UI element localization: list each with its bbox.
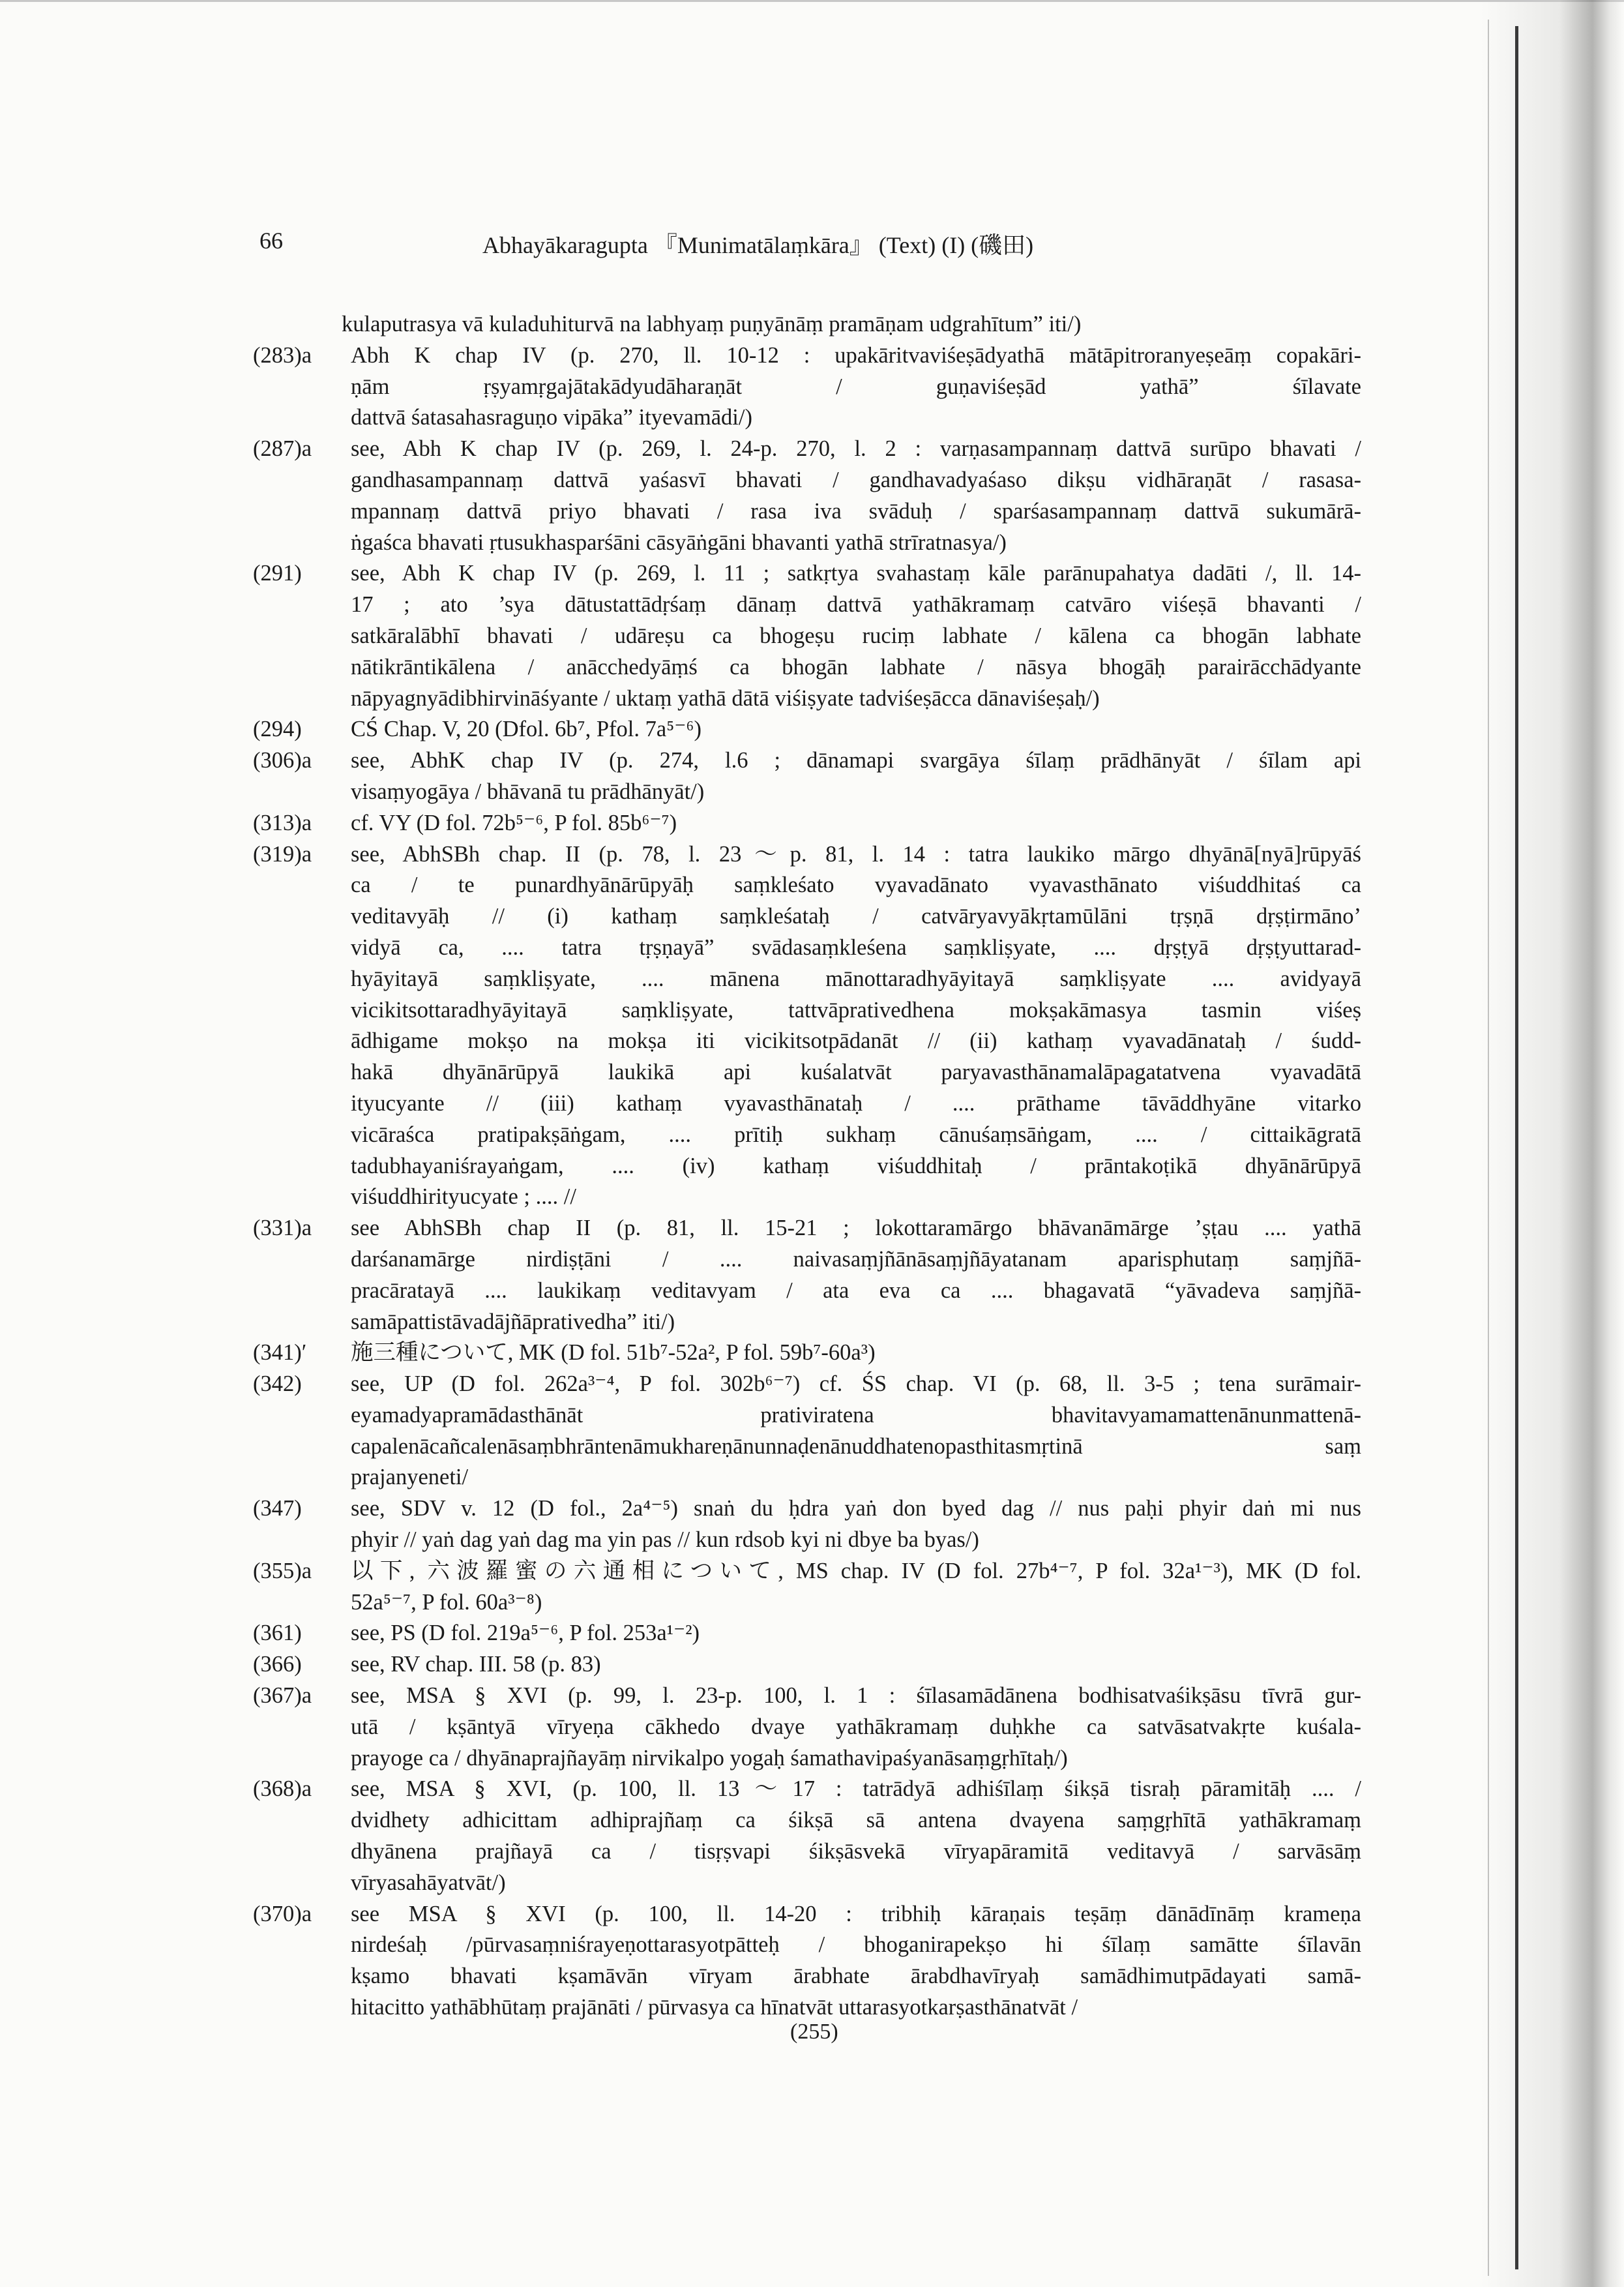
endnote bbox=[253, 714, 1361, 745]
endnote-line: vīryasahāyatvāt/) bbox=[351, 1870, 506, 1895]
endnote bbox=[253, 1338, 1361, 1369]
endnote-line: vicikitsottaradhyāyitayā saṃkliṣyate, tattvāprativedhena mokṣakāmasya tasmin viśeṣ bbox=[351, 997, 1361, 1023]
endnote-line: visaṃyogāya / bhāvanā tu prādhānyāt/) bbox=[351, 779, 705, 804]
endnote-ref: (306)a bbox=[253, 748, 312, 773]
endnote-line: eyamadyapramādasthānāt prativiratena bhavitavyamamattenānunmattenā- bbox=[351, 1402, 1361, 1428]
endnote-ref: (341)′ bbox=[253, 1340, 307, 1366]
endnote-line: prajanyeneti/ bbox=[351, 1465, 469, 1490]
endnote-line: CŚ Chap. V, 20 (Dfol. 6b⁷, Pfol. 7a⁵⁻⁶) bbox=[351, 717, 701, 742]
endnote-ref: (287)a bbox=[253, 436, 312, 462]
endnote-line: see AbhSBh chap II (p. 81, ll. 15-21 ; lokottaramārgo bhāvanāmārge ’ṣṭau .... yathā bbox=[351, 1216, 1361, 1241]
endnote-ref: (313)a bbox=[253, 810, 312, 835]
endnote-ref: (331)a bbox=[253, 1216, 312, 1241]
endnote-line: 以下, 六波羅蜜の六通相について, MS chap. IV (D fol. 27b⁴⁻⁷, P fol. 32a¹⁻³), MK (D fol. bbox=[351, 1558, 1361, 1583]
endnote bbox=[253, 558, 1361, 714]
endnote-line: vidyā ca, .... tatra tṛṣṇayā” svādasaṃkleśena saṃkliṣyate, .... dṛṣṭyā dṛṣṭyuttarad- bbox=[351, 934, 1361, 960]
endnote bbox=[253, 839, 1361, 1214]
endnote-line: capalenācañcalenāsaṃbhrāntenāmukhareṇānunnaḍenānuddhatenopasthitasmṛtinā saṃ bbox=[351, 1433, 1361, 1459]
endnote-line: see, Abh K chap IV (p. 269, l. 24-p. 270, l. 2 : varṇasampannaṃ dattvā surūpo bhavati / bbox=[351, 436, 1361, 462]
endnote-line: pracāratayā .... laukikaṃ veditavyam / ata eva ca .... bhagavatā “yāvadeva saṃjñā- bbox=[351, 1278, 1361, 1303]
endnote-line: hitacitto yathābhūtaṃ prajānāti / pūrvasya ca hīnatvāt uttarasyotkarṣasthānatvāt / bbox=[351, 1995, 1078, 2020]
endnote-line: ityucyante // (iii) kathaṃ vyavasthānataḥ / .... prāthame tāvāddhyāne vitarko bbox=[351, 1090, 1361, 1116]
endnote-line: see, RV chap. III. 58 (p. 83) bbox=[351, 1652, 601, 1677]
endnote-line: nirdeśaḥ /pūrvasaṃniśrayeṇottarasyotpātteḥ / bhoganirapekṣo hi śīlaṃ samātte śīlavān bbox=[351, 1932, 1361, 1958]
endnote-line: ca / te punardhyānārūpyāḥ saṃkleśato vyavadānato vyavasthānato viśuddhitaś ca bbox=[351, 873, 1361, 898]
endnote-line: ādhigame mokṣo na mokṣa iti vicikitsotpādanāt // (ii) kathaṃ vyavadānataḥ / śudd- bbox=[351, 1028, 1361, 1054]
endnote bbox=[253, 1369, 1361, 1493]
endnote-line: nātikrāntikālena / anācchedyāṃś ca bhogān labhate / nāsya bhogāḥ parairācchādyante bbox=[351, 654, 1361, 680]
endnote bbox=[253, 1774, 1361, 1898]
endnote bbox=[253, 1649, 1361, 1681]
endnote-line: darśanamārge nirdiṣṭāni / .... naivasaṃjñānāsaṃjñāyatanam aparisphutaṃ saṃjñā- bbox=[351, 1246, 1361, 1272]
top-edge-rule bbox=[0, 0, 1624, 2]
endnote-line: Abh K chap IV (p. 270, ll. 10-12 : upakāritvaviśeṣādyathā mātāpitroranyeṣeāṃ copakāri- bbox=[351, 342, 1361, 368]
endnotes-list bbox=[253, 309, 1361, 2024]
endnote-line: prayoge ca / dhyānaprajñayāṃ nirvikalpo yogaḥ śamathavipaśyanāsaṃgṛhītaḥ/) bbox=[351, 1745, 1068, 1771]
binding-fold-line bbox=[1488, 20, 1489, 2276]
endnote bbox=[253, 1618, 1361, 1649]
endnote-line: see, UP (D fol. 262a³⁻⁴, P fol. 302b⁶⁻⁷) cf. ŚS chap. VI (p. 68, ll. 3-5 ; tena surāmair- bbox=[351, 1371, 1361, 1397]
endnote bbox=[253, 434, 1361, 558]
endnote-line: 施三種について, MK (D fol. 51b⁷-52a², P fol. 59b⁷-60a³) bbox=[351, 1340, 876, 1366]
endnote-line: samāpattistāvadājñāprativedha” iti/) bbox=[351, 1309, 675, 1334]
endnote bbox=[253, 1556, 1361, 1619]
page-footer-label: (255) bbox=[790, 2020, 838, 2044]
endnote bbox=[253, 309, 1361, 340]
binding-edge-line bbox=[1515, 26, 1518, 2269]
endnote-line: see, AbhSBh chap. II (p. 78, l. 23～p. 81, l. 14 : tatra laukiko mārgo dhyānā[nyā]rūpyāś bbox=[351, 841, 1361, 867]
endnote-line: dvidhety adhicittam adhiprajñaṃ ca śikṣā sā antena dvayena saṃgṛhītā yathākramaṃ bbox=[351, 1808, 1361, 1833]
endnote-line: 52a⁵⁻⁷, P fol. 60a³⁻⁸) bbox=[351, 1589, 542, 1615]
endnote-line: vicāraśca pratipakṣāṅgam, .... prītiḥ sukhaṃ cānuśaṃsāṅgam, .... / cittaikāgratā bbox=[351, 1122, 1361, 1147]
page-header bbox=[0, 227, 1624, 266]
endnote-line: kulaputrasya vā kuladuhiturvā na labhyaṃ puṇyānāṃ pramāṇam udgrahītum” iti/) bbox=[342, 312, 1082, 336]
endnote bbox=[253, 1213, 1361, 1338]
endnote-line: veditavyāḥ // (i) kathaṃ saṃkleśataḥ / catvāryavyākṛtamūlāni tṛṣṇā dṛṣṭirmāno’ bbox=[351, 904, 1361, 929]
endnote-line: see, MSA § XVI (p. 99, l. 23-p. 100, l. 1 : śīlasamādānena bodhisatvaśikṣāsu tīvrā gur- bbox=[351, 1683, 1361, 1709]
endnote-line: dhyānena prajñayā ca / tisṛṣvapi śikṣāsvekā vīryapāramitā veditavyā / sarvāsāṃ bbox=[351, 1839, 1361, 1864]
endnote-line: phyir // yaṅ dag yaṅ dag ma yin pas // kun rdsob kyi ni dbye ba byas/) bbox=[351, 1527, 979, 1553]
endnote-ref: (361) bbox=[253, 1621, 302, 1646]
endnote-line: see, SDV v. 12 (D fol., 2a⁴⁻⁵) snaṅ du ḥdra yaṅ don byed dag // nus paḥi phyir daṅ mi nus bbox=[351, 1496, 1361, 1521]
endnote-ref: (294) bbox=[253, 717, 302, 742]
endnote-line: see, AbhK chap IV (p. 274, l.6 ; dānamapi svargāya śīlaṃ prādhānyāt / śīlam api bbox=[351, 748, 1361, 773]
endnote-ref: (367)a bbox=[253, 1683, 312, 1709]
endnote-ref: (291) bbox=[253, 561, 302, 586]
endnote-line: ṇām ṛṣyamṛgajātakādyudāharaṇāt / guṇaviśeṣād yathā” śīlavate bbox=[351, 374, 1361, 399]
endnote-line: viśuddhirityucyate ; .... // bbox=[351, 1184, 576, 1210]
endnote-line: cf. VY (D fol. 72b⁵⁻⁶, P fol. 85b⁶⁻⁷) bbox=[351, 810, 677, 835]
endnote-ref: (370)a bbox=[253, 1901, 312, 1926]
endnote-line: see, PS (D fol. 219a⁵⁻⁶, P fol. 253a¹⁻²) bbox=[351, 1621, 700, 1646]
endnote-line: kṣamo bhavati kṣamāvān vīryam ārabhate ārabdhavīryaḥ samādhimutpādayati samā- bbox=[351, 1964, 1361, 1989]
endnote-ref: (283)a bbox=[253, 342, 312, 368]
binding-shadow bbox=[1481, 0, 1624, 2287]
endnote-line: see, Abh K chap IV (p. 269, l. 11 ; satkṛtya svahastaṃ kāle parānupahatya dadāti /, ll. 14- bbox=[351, 561, 1361, 586]
endnote-ref: (319)a bbox=[253, 841, 312, 867]
endnote-line: ṅgaśca bhavati ṛtusukhasparśāni cāsyāṅgāni bhavanti yathā strīratnasya/) bbox=[351, 530, 1007, 555]
endnote bbox=[253, 1681, 1361, 1774]
endnote-ref: (366) bbox=[253, 1652, 302, 1677]
endnote bbox=[253, 1493, 1361, 1556]
running-title: Abhayākaragupta 『Munimatālaṃkāra』 (Text) (I) (磯田) bbox=[482, 232, 1034, 258]
endnote-ref: (355)a bbox=[253, 1558, 312, 1583]
endnote-line: hakā dhyānārūpyā laukikā api kuśalatvāt paryavasthānamalāpagatatvena vyavadātā bbox=[351, 1060, 1361, 1085]
endnote bbox=[253, 1899, 1361, 2024]
endnote-line: satkāralābhī bhavati / udāreṣu ca bhogeṣu ruciṃ labhate / kālena ca bhogān labhate bbox=[351, 623, 1361, 648]
endnote-ref: (342) bbox=[253, 1371, 302, 1397]
page-number: 66 bbox=[259, 228, 283, 254]
endnote-line: mpannaṃ dattvā priyo bhavati / rasa iva svāduḥ / sparśasampannaṃ dattvā sukumārā- bbox=[351, 498, 1361, 524]
endnote-line: see MSA § XVI (p. 100, ll. 14-20 : tribhiḥ kāraṇais teṣāṃ dānādīnāṃ krameṇa bbox=[351, 1901, 1361, 1926]
endnote bbox=[253, 745, 1361, 808]
endnote-ref: (368)a bbox=[253, 1776, 312, 1802]
endnote-line: nāpyagnyādibhirvināśyante / uktaṃ yathā dātā viśiṣyate tadviśeṣācca dānaviśeṣaḥ/) bbox=[351, 685, 1100, 711]
endnote-line: 17 ; ato ’sya dātustattādṛśaṃ dānaṃ dattvā yathākramaṃ catvāro viśeṣā bhavanti / bbox=[351, 592, 1361, 618]
endnote-line: hyāyitayā saṃkliṣyate, .... mānena mānottaradhyāyitayā saṃkliṣyate .... avidyayā bbox=[351, 966, 1361, 991]
endnote bbox=[253, 808, 1361, 839]
endnote-line: dattvā śatasahasraguṇo vipāka” ityevamādi/) bbox=[351, 405, 752, 430]
endnote-line: see, MSA § XVI, (p. 100, ll. 13～17 : tatrādyā adhiśīlaṃ śikṣā tisraḥ pāramitāḥ .... / bbox=[351, 1776, 1361, 1802]
endnote-line: gandhasampannaṃ dattvā yaśasvī bhavati / gandhavadyaśaso dikṣu vidhāraṇāt / rasasa- bbox=[351, 467, 1361, 492]
endnote bbox=[253, 340, 1361, 434]
endnote-line: utā / kṣāntyā vīryeṇa cākhedo dvaye yathākramaṃ duḥkhe ca satvāsatvakṛte kuśala- bbox=[351, 1714, 1361, 1739]
endnote-line: tadubhayaniśrayaṅgam, .... (iv) kathaṃ viśuddhitaḥ / prāntakoṭikā dhyānārūpyā bbox=[351, 1153, 1361, 1178]
endnote-ref: (347) bbox=[253, 1496, 302, 1521]
